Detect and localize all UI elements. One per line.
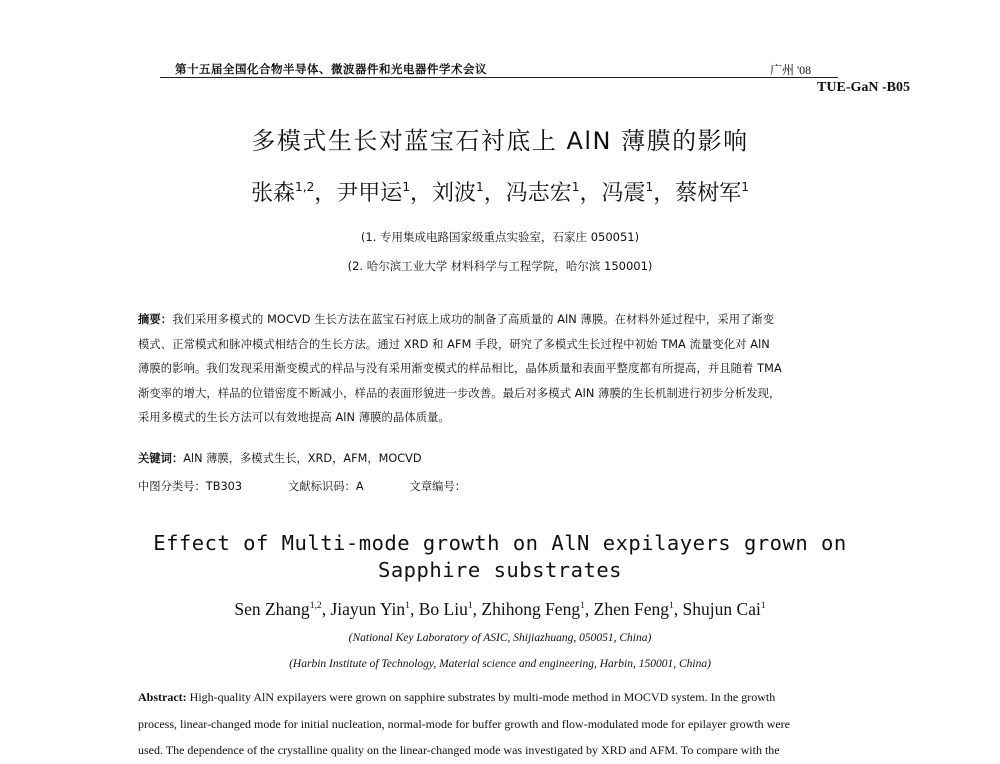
clc-value: TB303	[205, 480, 243, 493]
english-affiliation-2: (Harbin Institute of Technology, Material science and engineering, Harbin, 150001, China)	[289, 658, 711, 670]
author-separator: ,	[321, 599, 331, 619]
author-name: Zhen Feng	[593, 599, 669, 619]
chinese-affiliation-2: (2. 哈尔滨工业大学 材料科学与工程学院，哈尔滨 150001)	[347, 259, 653, 273]
author-name: 冯志宏	[505, 181, 572, 206]
doc-code-value: A	[355, 480, 364, 493]
author-affiliation-mark: 1	[760, 599, 766, 611]
abstract-text: 采用多模式的生长方法可以有效地提高 AlN 薄膜的晶体质量。	[138, 411, 450, 425]
author-name: 蔡树军	[675, 181, 742, 206]
abstract-text: 我们采用多模式的 MOCVD 生长方法在蓝宝石衬底上成功的制备了高质量的 AlN 薄膜。在材料外延过程中，采用了渐变	[172, 313, 775, 326]
author-affiliation-mark: 1	[668, 599, 674, 611]
abstract-line	[138, 382, 876, 407]
paper-code: TUE-GaN -B05	[817, 80, 910, 95]
author-separator: ,	[409, 599, 419, 619]
abstract-text: 渐变率的增大，样品的位错密度不断减小，样品的表面形貌进一步改善。最后对多模式 AlN 薄膜的生长机制进行初步分析发现，	[138, 386, 781, 400]
author-name: Zhihong Feng	[481, 599, 581, 619]
author-separator: ,	[472, 599, 482, 619]
chinese-keywords	[138, 450, 422, 466]
english-title-line-2: Sapphire substrates	[378, 558, 622, 582]
author-name: 冯震	[601, 181, 646, 206]
abstract-line	[138, 357, 876, 382]
abstract-line	[138, 333, 876, 358]
abstract-text: used. The dependence of the crystalline quality on the linear-changed mode was investigated by XRD and AFM. To compare with the	[138, 743, 780, 758]
author-separator: ，	[483, 181, 506, 206]
english-abstract	[138, 684, 876, 764]
abstract-line	[138, 684, 876, 711]
chinese-affiliation-1: (1. 专用集成电路国家级重点实验室，石家庄 050051)	[360, 230, 640, 244]
article-number-label: 文章编号：	[409, 480, 467, 493]
abstract-line	[138, 406, 876, 431]
english-author-list	[0, 599, 1000, 620]
author-affiliation-mark: 1	[402, 179, 411, 194]
author-affiliation-mark: 1	[741, 179, 749, 194]
conference-location-year: 广州 '08	[770, 63, 812, 77]
chinese-abstract	[138, 308, 876, 431]
author-name: Jiayun Yin	[330, 599, 406, 619]
author-name: 尹甲运	[336, 181, 403, 206]
conference-header: 第十五届全国化合物半导体、微波器件和光电器件学术会议	[175, 62, 487, 76]
author-affiliation-mark: 1	[405, 599, 410, 611]
author-name: Shujun Cai	[682, 599, 761, 619]
abstract-label: 摘要：	[138, 313, 173, 326]
header-divider	[160, 77, 838, 78]
english-title-line-1: Effect of Multi-mode growth on AlN expilayers grown on	[153, 531, 847, 555]
english-affiliation-1: (National Key Laboratory of ASIC, Shijiazhuang, 050051, China)	[348, 632, 652, 644]
author-name: Sen Zhang	[234, 599, 310, 619]
author-separator: ，	[579, 181, 602, 206]
keywords-text: AlN 薄膜，多模式生长，XRD，AFM，MOCVD	[183, 452, 422, 465]
abstract-text: process, linear-changed mode for initial nucleation, normal-mode for buffer growth and flow-modulated mode for epilayer growth were	[138, 716, 790, 731]
abstract-text: 模式、正常模式和脉冲模式相结合的生长方法。通过 XRD 和 AFM 手段，研究了多模式生长过程中初始 TMA 流量变化对 AlN	[138, 337, 770, 351]
author-affiliation-mark: 1	[580, 599, 585, 611]
author-affiliation-mark: 1,2	[295, 179, 315, 194]
author-name: 刘波	[432, 181, 477, 206]
author-affiliation-mark: 1	[645, 179, 654, 194]
author-affiliation-mark: 1	[467, 599, 473, 611]
abstract-label: Abstract:	[138, 690, 187, 704]
abstract-text: High-quality AlN expilayers were grown on sapphire substrates by multi-mode method in MOCVD system. In the growth	[186, 690, 776, 704]
author-affiliation-mark: 1	[571, 179, 580, 194]
author-affiliation-mark: 1,2	[309, 599, 322, 611]
abstract-line	[138, 308, 876, 333]
author-name: Bo Liu	[418, 599, 468, 619]
clc-label: 中图分类号：	[138, 480, 206, 493]
author-separator: ，	[410, 181, 433, 206]
author-affiliation-mark: 1	[476, 179, 484, 194]
author-separator: ，	[314, 181, 337, 206]
author-separator: ，	[653, 181, 676, 206]
author-separator: ,	[584, 599, 594, 619]
keywords-label: 关键词：	[138, 452, 184, 465]
chinese-title: 多模式生长对蓝宝石衬底上 AlN 薄膜的影响	[251, 127, 749, 155]
abstract-line	[138, 711, 876, 738]
abstract-text: 薄膜的影响。我们发现采用渐变模式的样品与没有采用渐变模式的样品相比，晶体质量和表面平整度都有所提高，并且随着 TMA	[138, 362, 782, 376]
chinese-author-list	[0, 176, 1000, 207]
author-name: 张森	[251, 181, 296, 206]
classification-line	[138, 478, 876, 494]
doc-code-label: 文献标识码：	[288, 480, 356, 493]
author-separator: ,	[673, 599, 683, 619]
